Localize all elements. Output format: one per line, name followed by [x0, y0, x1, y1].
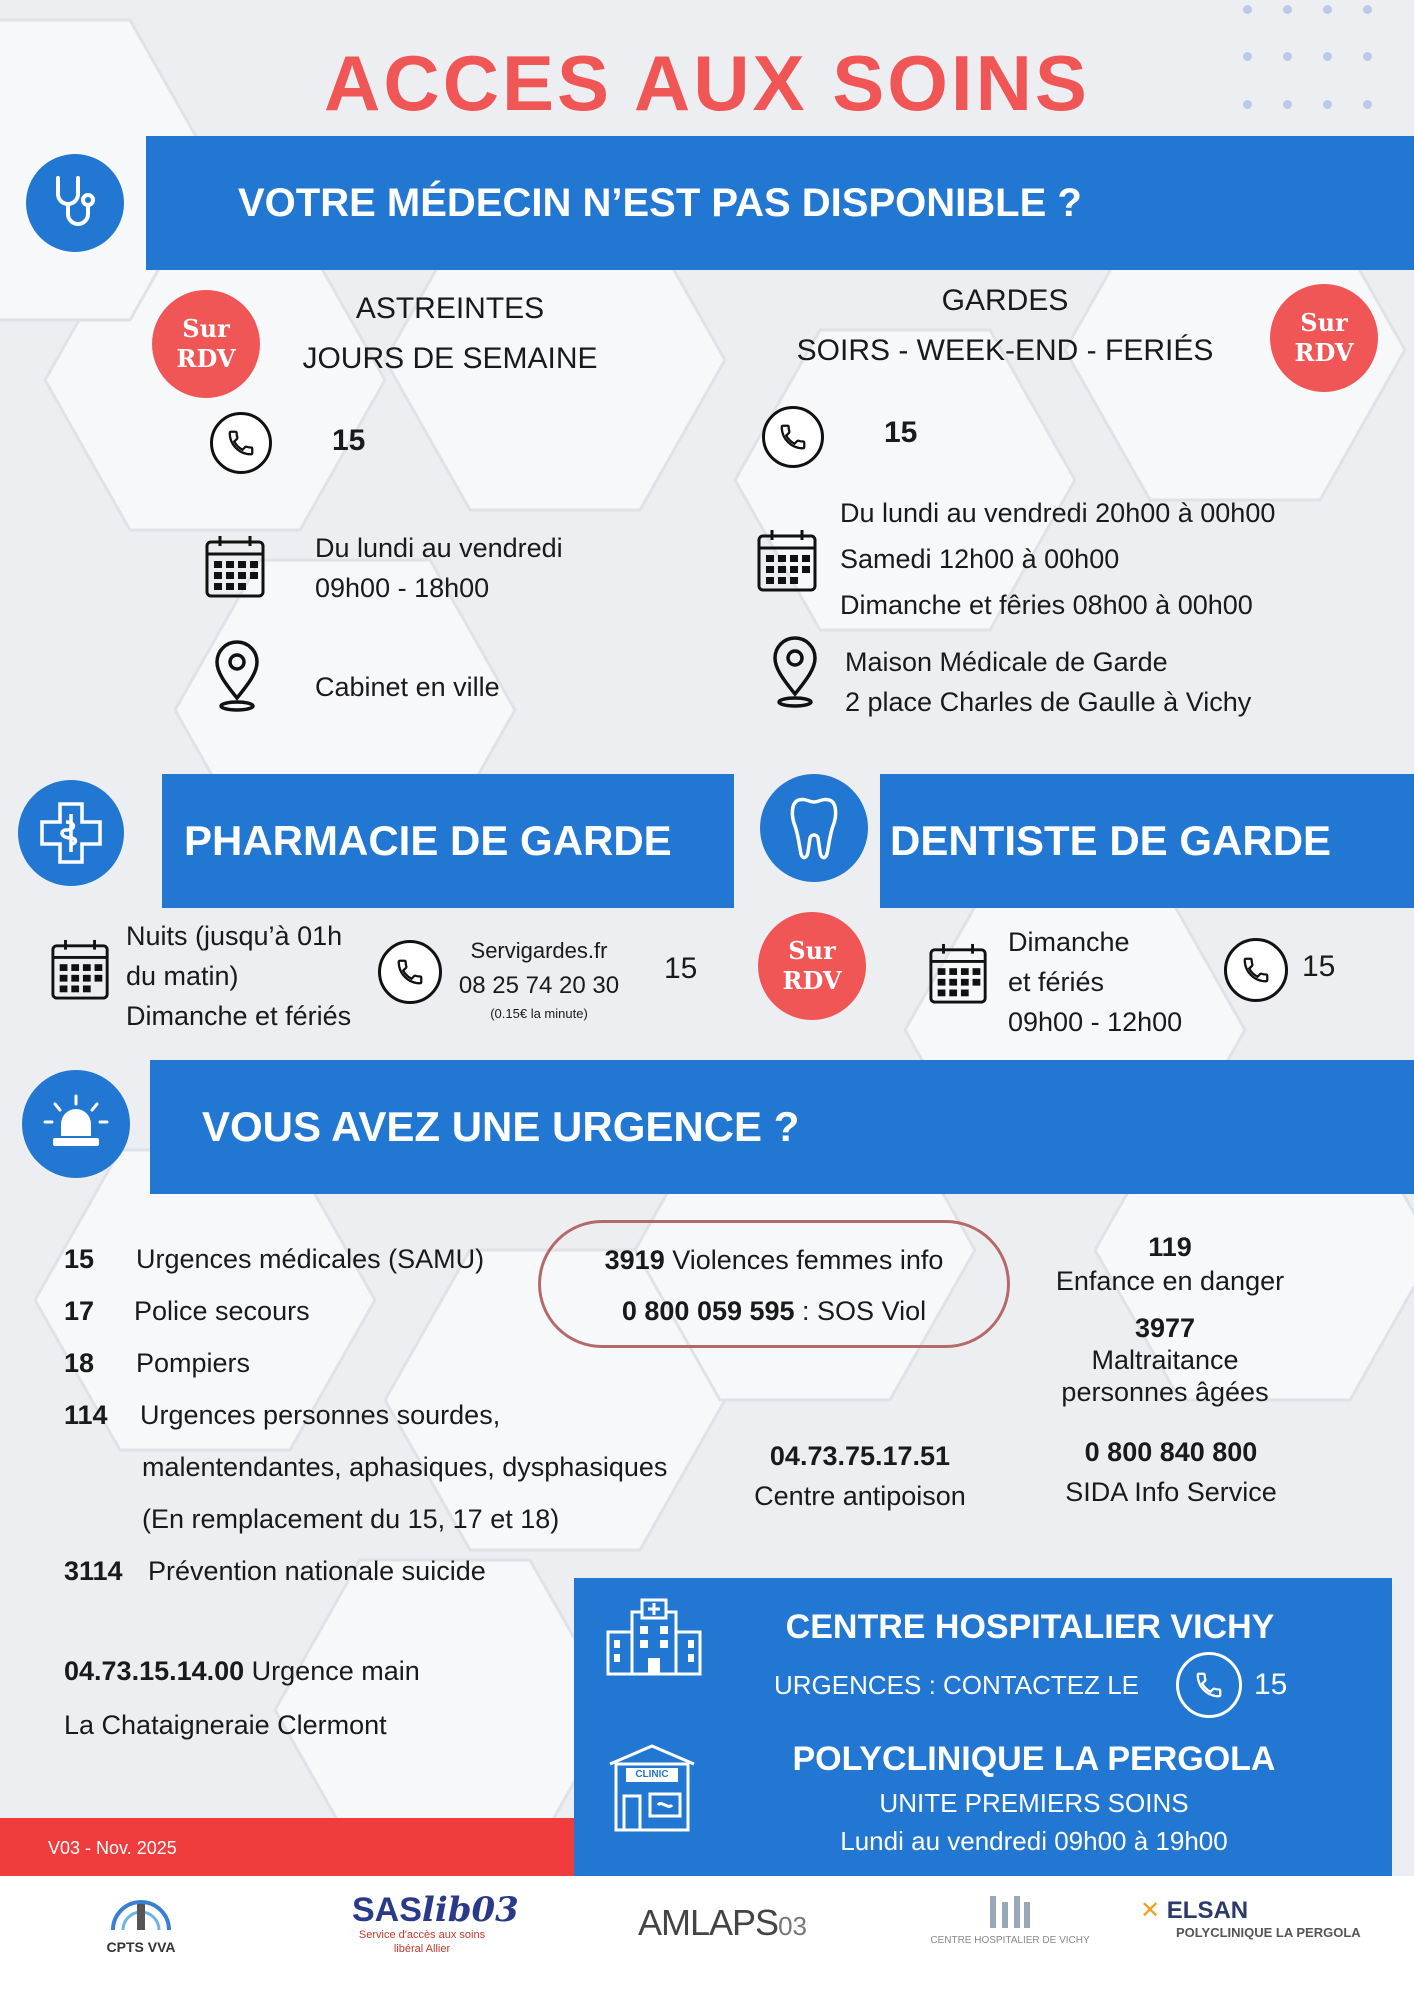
- astreintes-location: Cabinet en ville: [315, 672, 500, 702]
- poly-sub: UNITE PREMIERS SOINS: [879, 1788, 1189, 1818]
- dentiste-heading-band: [880, 774, 1414, 908]
- astreintes-phone[interactable]: 15: [332, 424, 366, 457]
- calendar-icon: [928, 942, 990, 1011]
- pharmacie-heading-band: [162, 774, 734, 908]
- tooth-icon: [760, 774, 868, 882]
- version-label: V03 - Nov. 2025: [48, 1838, 177, 1858]
- hospital-building-icon: [604, 1598, 704, 1681]
- phone-icon: [762, 406, 824, 468]
- list-item: 114 Urgences personnes sourdes,: [64, 1400, 501, 1430]
- rdv-badge: Sur RDV: [152, 290, 260, 398]
- antipoison: 04.73.75.17.51 Centre antipoison: [754, 1441, 966, 1511]
- astreintes-hours: Du lundi au vendredi 09h00 - 18h00: [315, 533, 563, 603]
- cpts-logo[interactable]: CPTS VVA: [96, 1890, 186, 1955]
- violence-box: 3919 Violences femmes info 0 800 059 595 : SOS Viol: [538, 1220, 1010, 1348]
- gardes-title: GARDES SOIRS - WEEK-END - FERIÉS: [796, 284, 1214, 367]
- urgence-main: 04.73.15.14.00 Urgence main: [64, 1656, 420, 1686]
- saslib-logo[interactable]: SASlib03 Service d'accès aux soins libéral Allier: [352, 1890, 519, 1955]
- urgence-heading-band: [150, 1060, 1414, 1194]
- pharmacie-number[interactable]: 08 25 74 20 30: [458, 972, 620, 999]
- astreintes-title: ASTREINTES JOURS DE SEMAINE: [302, 292, 598, 375]
- dentiste-phone[interactable]: 15: [1302, 950, 1336, 983]
- pharmacie-price: (0.15€ la minute): [490, 1006, 588, 1021]
- calendar-icon: [756, 528, 820, 599]
- enfance-danger: 119 Enfance en danger: [1055, 1232, 1285, 1296]
- page-title: ACCES AUX SOINS: [324, 39, 1090, 127]
- medecin-heading-band: [146, 136, 1414, 270]
- ch-vichy-logo[interactable]: CENTRE HOSPITALIER DE VICHY: [920, 1894, 1100, 1946]
- pharmacie-alt-number[interactable]: 15: [664, 952, 698, 985]
- phone-icon: [1176, 1652, 1242, 1718]
- phone-icon: [210, 412, 272, 474]
- gardes-phone[interactable]: 15: [884, 416, 918, 449]
- clinic-building-icon: [604, 1742, 700, 1834]
- maltraitance: 3977 Maltraitance personnes âgées: [1061, 1313, 1269, 1407]
- siren-icon: [22, 1070, 130, 1178]
- calendar-icon: [50, 938, 112, 1007]
- calendar-icon: [204, 534, 268, 605]
- stethoscope-icon: [26, 154, 124, 252]
- gardes-location: Maison Médicale de Garde 2 place Charles de Gaulle à Vichy: [845, 647, 1252, 717]
- list-item: 15 Urgences médicales (SAMU): [64, 1244, 485, 1274]
- pharmacie-hours: Nuits (jusqu’à 01h du matin) Dimanche et fériés: [126, 921, 352, 1031]
- sida-info: 0 800 840 800 SIDA Info Service: [1065, 1437, 1277, 1507]
- pharmacie-contact: [446, 936, 632, 1021]
- location-pin-icon: [212, 640, 262, 717]
- list-item: 18 Pompiers: [64, 1348, 251, 1378]
- pharmacy-cross-icon: [18, 780, 124, 886]
- version-bar: [0, 1818, 574, 1876]
- ch-sub: URGENCES : CONTACTEZ LE: [774, 1670, 1140, 1700]
- rdv-badge: Sur RDV: [758, 912, 866, 1020]
- poly-title: POLYCLINIQUE LA PERGOLA: [792, 1740, 1276, 1778]
- urgence-main-place: La Chataigneraie Clermont: [64, 1710, 387, 1740]
- servigardes-link[interactable]: Servigardes.fr: [470, 938, 608, 963]
- clinic-sign: CLINIC: [635, 1769, 669, 1780]
- phone-icon: [1224, 938, 1288, 1002]
- amlaps-logo[interactable]: AMLAPS03: [638, 1902, 807, 1943]
- dentiste-hours: Dimanche et fériés 09h00 - 12h00: [1008, 927, 1183, 1037]
- ch-phone[interactable]: 15: [1254, 1668, 1288, 1701]
- elsan-logo[interactable]: ✕ ELSAN POLYCLINIQUE LA PERGOLA: [1140, 1897, 1361, 1940]
- pharmacie-heading: PHARMACIE DE GARDE: [184, 817, 672, 864]
- list-item: 17 Police secours: [64, 1296, 310, 1326]
- ch-title: CENTRE HOSPITALIER VICHY: [785, 1608, 1275, 1646]
- location-pin-icon: [770, 636, 820, 713]
- list-item: 3114 Prévention nationale suicide: [64, 1556, 486, 1586]
- poly-hours: Lundi au vendredi 09h00 à 19h00: [840, 1826, 1228, 1856]
- emergency-list: 15 Urgences médicales (SAMU) 17 Police secours 18 Pompiers 114 Urgences personnes sourdes, malentendantes, aphasiques, dysphasiques (En remplacement du 15, 17 et 18) 3114 Prévention nationale suicide: [64, 1244, 724, 1608]
- medecin-heading: VOTRE MÉDECIN N’EST PAS DISPONIBLE ?: [238, 180, 1082, 225]
- rdv-badge: Sur RDV: [1270, 284, 1378, 392]
- dentiste-heading: DENTISTE DE GARDE: [890, 817, 1332, 864]
- phone-icon: [378, 940, 442, 1004]
- footer-logos: [0, 1876, 1414, 2000]
- urgence-heading: VOUS AVEZ UNE URGENCE ?: [202, 1103, 800, 1150]
- gardes-hours: Du lundi au vendredi 20h00 à 00h00 Samedi 12h00 à 00h00 Dimanche et fêries 08h00 à 00h00: [840, 498, 1276, 620]
